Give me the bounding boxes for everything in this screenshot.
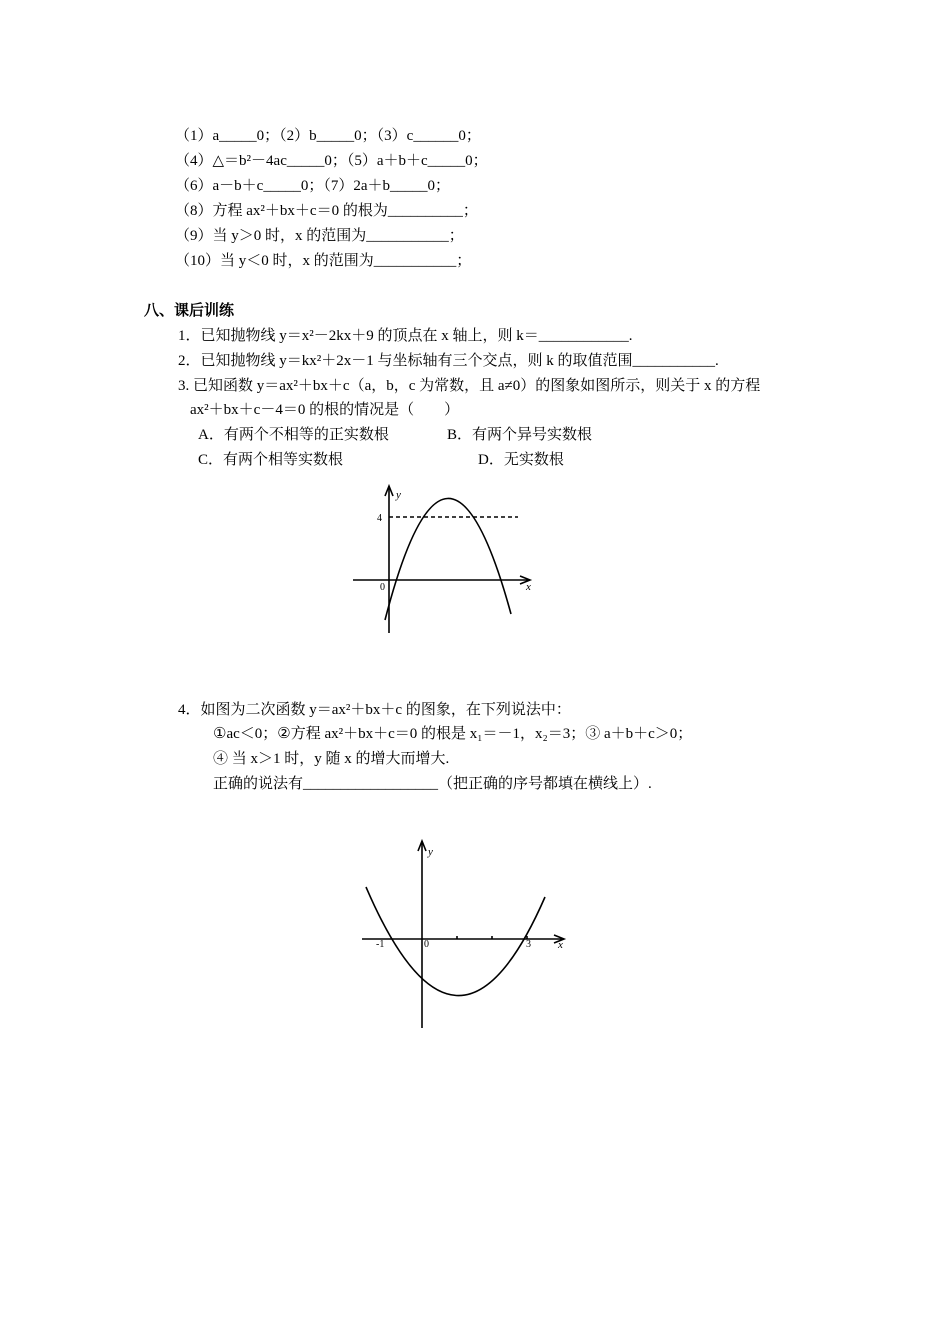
q3-origin-label: 0 (380, 582, 385, 593)
section-title: 八、课后训练 (144, 302, 235, 319)
q3-x-label: x (526, 581, 531, 593)
q4-parabola (366, 887, 545, 996)
review-item-1-3: （1）a_____0；（2）b_____0；（3）c______0； (175, 128, 481, 144)
question-3-option-b: B．有两个异号实数根 (447, 427, 593, 443)
review-item-4-5: （4）△＝b²－4ac_____0；（5）a＋b＋c_____0； (175, 153, 488, 169)
q4-left-root-label: -1 (376, 939, 385, 950)
review-item-10: （10）当 y＜0 时，x 的范围为___________； (175, 253, 472, 269)
review-item-6-7: （6）a－b＋c_____0；（7）2a＋b_____0； (175, 178, 450, 194)
question-2: 2．已知抛物线 y＝kx²＋2x－1 与坐标轴有三个交点，则 k 的取值范围___________. (178, 353, 719, 369)
question-1: 1．已知抛物线 y＝x²－2kx＋9 的顶点在 x 轴上，则 k＝____________. (178, 328, 633, 344)
q4-x-label: x (558, 939, 563, 951)
question-3-stem: 3. 已知函数 y＝ax²＋bx＋c（a，b，c 为常数，且 a≠0）的图象如图所示，则关于 x 的方程 (178, 378, 761, 394)
question-4-statements-1-3: ①ac＜0；②方程 ax²＋bx＋c＝0 的根是 x₁＝－1，x₂＝3；③ a＋b＋c＞0； (213, 726, 693, 742)
q4-y-label: y (428, 846, 433, 858)
q3-y-label: y (396, 489, 401, 501)
question-3-option-c: C．有两个相等实数根 (198, 452, 344, 468)
review-item-8: （8）方程 ax²＋bx＋c＝0 的根为__________； (175, 203, 478, 219)
question-4-stem: 4．如图为二次函数 y＝ax²＋bx＋c 的图象，在下列说法中： (178, 702, 571, 718)
question-3-graph (340, 480, 550, 640)
question-3-stem-cont: ax²＋bx＋c－4＝0 的根的情况是（ ） (190, 402, 460, 418)
question-3-option-d: D．无实数根 (478, 452, 564, 468)
question-4-graph (350, 835, 580, 1035)
question-4-answer-blank: 正确的说法有__________________（把正确的序号都填在横线上）. (213, 776, 652, 792)
question-4-statement-4: ④ 当 x＞1 时，y 随 x 的增大而增大. (213, 751, 450, 767)
q3-level-label: 4 (377, 513, 382, 524)
review-item-9: （9）当 y＞0 时，x 的范围为___________； (175, 228, 464, 244)
q4-right-root-label: 3 (526, 939, 531, 950)
q4-origin-label: 0 (424, 939, 429, 950)
question-3-option-a: A．有两个不相等的正实数根 (198, 427, 389, 443)
